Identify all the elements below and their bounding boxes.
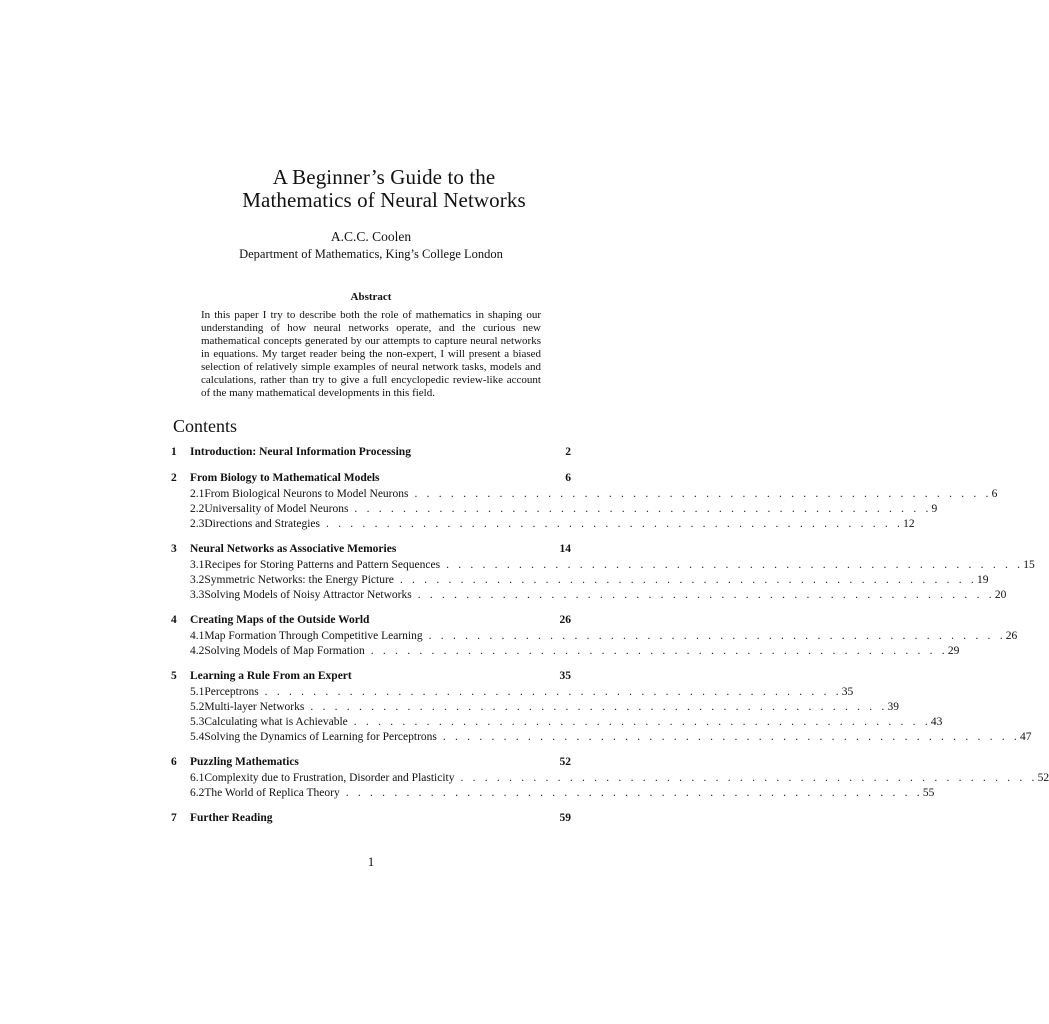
toc-leader-dots: . . . . . . . . . . . . . . . . . . . . . . . . . . . . . . . . . . . . . . . . . . . . . . . .	[370, 645, 948, 657]
toc-leader-dots: . . . . . . . . . . . . . . . . . . . . . . . . . . . . . . . . . . . . . . . . . . . . . . . .	[417, 589, 995, 601]
toc-subsection-page: 6	[991, 488, 998, 500]
toc-subsection-title: Solving Models of Map Formation	[204, 645, 365, 657]
toc-leader-dots: . . . . . . . . . . . . . . . . . . . . . . . . . . . . . . . . . . . . . . . . . . . . . . . .	[325, 518, 904, 530]
toc-subsection-page: 19	[977, 574, 989, 586]
title-line-2: Mathematics of Neural Networks	[242, 188, 526, 212]
toc-section-title: Learning a Rule From an Expert	[190, 670, 352, 682]
toc-subsection-title: The World of Replica Theory	[204, 787, 340, 799]
toc-subsection-title: Solving Models of Noisy Attractor Networks	[204, 589, 412, 601]
toc-subsection-number: 6.1	[190, 772, 205, 784]
toc-leader-dots: . . . . . . . . . . . . . . . . . . . . . . . . . . . . . . . . . . . . . . . . . . . . . . . .	[428, 630, 1006, 642]
toc-section-title: Creating Maps of the Outside World	[190, 614, 370, 626]
title-line-1: A Beginner’s Guide to the	[272, 165, 496, 189]
toc-section-title: Neural Networks as Associative Memories	[190, 543, 397, 555]
toc-section-page: 14	[559, 543, 571, 555]
toc-section-num: 2	[171, 472, 177, 484]
toc-subsection-number: 5.1	[190, 686, 205, 698]
toc-section-page: 26	[559, 614, 571, 626]
toc-section-row	[171, 543, 571, 559]
toc-section-row	[171, 614, 571, 630]
toc-section-page: 35	[559, 670, 571, 682]
toc-leader-dots: . . . . . . . . . . . . . . . . . . . . . . . . . . . . . . . . . . . . . . . . . . . . . . . .	[310, 701, 888, 713]
toc-subsection-number: 2.2	[190, 503, 205, 515]
toc-section-num: 1	[171, 446, 177, 458]
toc-subsection-title: From Biological Neurons to Model Neurons	[204, 488, 409, 500]
toc-subsection-number: 6.2	[190, 787, 205, 799]
toc-subsection-title: Universality of Model Neurons	[204, 503, 349, 515]
toc-section-num: 7	[171, 812, 177, 824]
toc-subsection-row	[171, 731, 1032, 746]
toc-section-page: 59	[559, 812, 571, 824]
page-number: 1	[367, 854, 375, 869]
author-affiliation: Department of Mathematics, King’s College London	[239, 247, 503, 261]
toc-subsection-number: 5.4	[190, 731, 205, 743]
toc-subsection-title: Directions and Strategies	[204, 518, 320, 530]
toc-section	[171, 543, 1035, 604]
toc-subsection-page: 43	[930, 716, 943, 728]
toc-leader-dots: . . . . . . . . . . . . . . . . . . . . . . . . . . . . . . . . . . . . . . . . . . . . . . . .	[460, 772, 1038, 784]
toc-subsection-title: Complexity due to Frustration, Disorder and Plasticity	[204, 772, 455, 784]
toc-leader-dots: . . . . . . . . . . . . . . . . . . . . . . . . . . . . . . . . . . . . . . . . . . . . . . . .	[446, 559, 1024, 571]
toc-subsection-number: 2.3	[190, 518, 205, 530]
toc-section	[171, 614, 1018, 660]
toc-subsection-row	[171, 787, 935, 802]
toc-subsection-number: 3.2	[190, 574, 205, 586]
toc-section-page: 2	[565, 446, 571, 458]
toc-subsection-page: 12	[903, 518, 915, 530]
toc-subsection-page: 29	[947, 645, 960, 657]
toc-subsection-row	[171, 772, 1049, 787]
toc-subsection-row	[171, 716, 943, 731]
toc-leader-dots: . . . . . . . . . . . . . . . . . . . . . . . . . . . . . . . . . . . . . . . . . . . . . . . .	[414, 488, 992, 500]
toc-subsection-number: 5.3	[190, 716, 205, 728]
toc-section-row	[171, 472, 571, 488]
toc-leader-dots: . . . . . . . . . . . . . . . . . . . . . . . . . . . . . . . . . . . . . . . . . . . . . . . .	[399, 574, 977, 586]
abstract-heading: Abstract	[350, 291, 392, 303]
toc-leader-dots: . . . . . . . . . . . . . . . . . . . . . . . . . . . . . . . . . . . . . . . . . . . . . . . .	[353, 716, 931, 728]
toc-subsection-page: 15	[1023, 559, 1035, 571]
toc-section-row	[171, 812, 571, 828]
toc-section-num: 6	[171, 756, 177, 768]
toc-subsection-row	[171, 488, 998, 503]
toc-section-page: 52	[559, 756, 571, 768]
toc-section-title: From Biology to Mathematical Models	[190, 472, 380, 484]
toc-subsection-page: 52	[1037, 772, 1049, 784]
toc-subsection-number: 5.2	[190, 701, 205, 713]
toc-subsection-title: Perceptrons	[204, 686, 259, 698]
toc-subsection-row	[171, 701, 899, 716]
toc-leader-dots: . . . . . . . . . . . . . . . . . . . . . . . . . . . . . . . . . . . . . . . . . . . . . . . .	[264, 686, 842, 698]
toc-subsection-row	[171, 630, 1018, 645]
toc-section	[171, 670, 1032, 746]
toc-subsection-title: Solving the Dynamics of Learning for Perceptrons	[204, 731, 437, 743]
toc-subsection-row	[171, 589, 1007, 604]
toc-subsection-page: 35	[841, 686, 854, 698]
toc-subsection-number: 4.1	[190, 630, 205, 642]
table-of-contents	[171, 446, 1049, 838]
toc-subsection-page: 9	[931, 503, 938, 515]
toc-subsection-page: 47	[1020, 731, 1032, 743]
toc-subsection-number: 4.2	[190, 645, 205, 657]
toc-section-num: 5	[171, 670, 177, 682]
toc-section-num: 3	[171, 543, 177, 555]
author-name: A.C.C. Coolen	[330, 229, 412, 244]
toc-section-row	[171, 670, 571, 686]
toc-subsection-page: 20	[994, 589, 1007, 601]
toc-subsection-title: Recipes for Storing Patterns and Pattern Sequences	[204, 559, 441, 571]
toc-subsection-row	[171, 559, 1035, 574]
toc-subsection-page: 26	[1005, 630, 1018, 642]
toc-section-page: 6	[565, 472, 571, 484]
toc-subsection-page: 39	[887, 701, 899, 713]
toc-subsection-row	[171, 518, 915, 533]
abstract-text: In this paper I try to describe both the role of mathematics in shaping our understanding of how neural networks operate, and the curious new mathematical concepts generated by our attempts to capture neural networks in equations. My target reader being the non-expert, I will present a biased selection of relatively simple examples of neural network tasks, models and calculations, rather than try to give a full encyclopedic review-like account of the many mathematical developments in this field.	[201, 309, 541, 399]
toc-subsection-title: Map Formation Through Competitive Learning	[204, 630, 423, 642]
toc-subsection-title: Symmetric Networks: the Energy Picture	[204, 574, 394, 586]
paper-title	[0, 166, 768, 212]
toc-subsection-row	[171, 503, 938, 518]
toc-subsection-title: Multi-layer Networks	[204, 701, 305, 713]
toc-leader-dots: . . . . . . . . . . . . . . . . . . . . . . . . . . . . . . . . . . . . . . . . . . . . . . . .	[442, 731, 1020, 743]
toc-section	[171, 446, 571, 462]
toc-section	[171, 472, 998, 533]
toc-subsection-page: 55	[922, 787, 935, 799]
toc-subsection-row	[171, 686, 854, 701]
toc-section-row	[171, 756, 571, 772]
toc-subsection-number: 3.1	[190, 559, 205, 571]
toc-leader-dots: . . . . . . . . . . . . . . . . . . . . . . . . . . . . . . . . . . . . . . . . . . . . . . . .	[345, 787, 923, 799]
toc-section-row	[171, 446, 571, 462]
toc-section	[171, 756, 1049, 802]
toc-section-title: Puzzling Mathematics	[190, 756, 299, 768]
toc-section-num: 4	[171, 614, 177, 626]
toc-subsection-row	[171, 645, 960, 660]
contents-heading: Contents	[173, 416, 238, 436]
toc-subsection-title: Calculating what is Achievable	[204, 716, 348, 728]
toc-section-title: Introduction: Neural Information Processing	[190, 446, 411, 458]
toc-section-title: Further Reading	[190, 812, 273, 824]
toc-subsection-number: 3.3	[190, 589, 205, 601]
toc-section	[171, 812, 571, 828]
toc-subsection-number: 2.1	[190, 488, 205, 500]
toc-leader-dots: . . . . . . . . . . . . . . . . . . . . . . . . . . . . . . . . . . . . . . . . . . . . . . . .	[354, 503, 932, 515]
toc-subsection-row	[171, 574, 989, 589]
